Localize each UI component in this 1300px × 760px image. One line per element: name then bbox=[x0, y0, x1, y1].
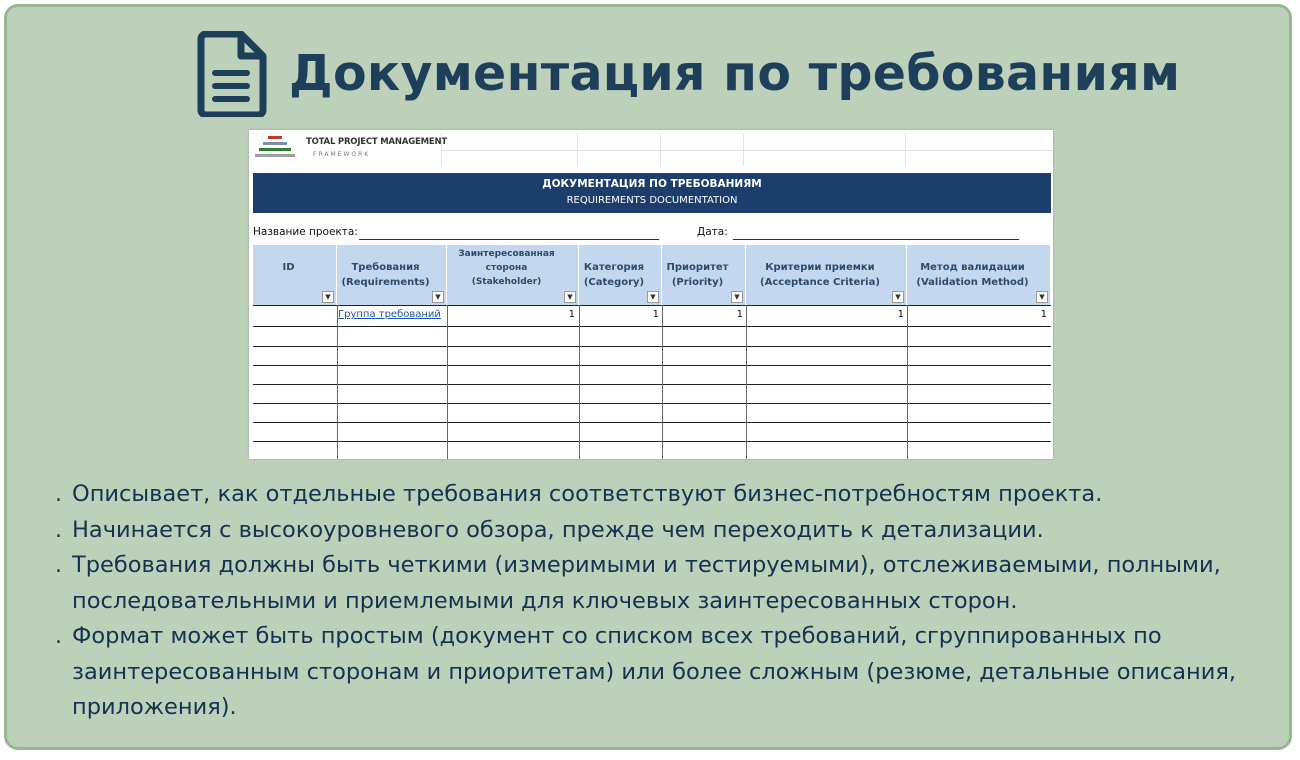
column-header-validation: Метод валидации (Validation Method) ▼ bbox=[907, 245, 1051, 305]
grid-line bbox=[441, 150, 1053, 151]
logo-text: TOTAL PROJECT MANAGEMENT bbox=[306, 137, 447, 147]
column-header-category: Категория (Category) ▼ bbox=[579, 245, 662, 305]
category-value: 1 bbox=[652, 309, 659, 320]
date-line bbox=[733, 239, 1019, 240]
bullet-item: . Описывает, как отдельные требования соответствуют бизнес-потребностям проекта. bbox=[55, 481, 1103, 507]
project-name-label: Название проекта: bbox=[253, 226, 358, 238]
filter-dropdown-icon[interactable]: ▼ bbox=[432, 291, 444, 303]
table-col-line bbox=[579, 305, 580, 459]
filter-dropdown-icon[interactable]: ▼ bbox=[647, 291, 659, 303]
filter-dropdown-icon[interactable]: ▼ bbox=[892, 291, 904, 303]
table-col-line bbox=[746, 305, 747, 459]
requirements-spreadsheet-image bbox=[249, 130, 1053, 459]
column-header-priority: Приоритет (Priority) ▼ bbox=[662, 245, 746, 305]
table-col-line bbox=[337, 305, 338, 459]
page-title: Документация по требованиям bbox=[289, 45, 1181, 102]
logo-subtext: FRAMEWORK bbox=[313, 151, 371, 158]
column-header-stakeholder: Заинтересованная сторона (Stakeholder) ▼ bbox=[447, 245, 579, 305]
table-col-line bbox=[662, 305, 663, 459]
filter-dropdown-icon[interactable]: ▼ bbox=[322, 291, 334, 303]
title-row bbox=[7, 29, 1295, 129]
column-header-id: ID ▼ bbox=[253, 245, 337, 305]
date-label: Дата: bbox=[697, 226, 728, 238]
table-row-line bbox=[253, 346, 1051, 347]
bullet-item: . Начинается с высокоуровневого обзора, прежде чем переходить к детализации. bbox=[55, 516, 1044, 543]
bullet-item: . Формат может быть простым (документ со списком всех требований, сгруппированных по заинтересованным сторонам и приоритетам) или более сложным (резюме, детальные описания, приложения). bbox=[55, 623, 1237, 720]
project-name-line bbox=[359, 239, 659, 240]
sheet-banner bbox=[253, 173, 1051, 213]
logo-stripes-icon bbox=[255, 136, 295, 162]
table-col-line bbox=[907, 305, 908, 459]
column-header-requirements: Требования (Requirements) ▼ bbox=[337, 245, 447, 305]
table-row-line bbox=[253, 384, 1051, 385]
banner-title-ru: ДОКУМЕНТАЦИЯ ПО ТРЕБОВАНИЯМ bbox=[542, 178, 762, 190]
table-row-line bbox=[253, 441, 1051, 442]
document-icon bbox=[197, 31, 267, 117]
filter-dropdown-icon[interactable]: ▼ bbox=[731, 291, 743, 303]
bullet-list bbox=[53, 477, 1273, 726]
table-row-line bbox=[253, 365, 1051, 366]
filter-dropdown-icon[interactable]: ▼ bbox=[564, 291, 576, 303]
bullet-item: . Требования должны быть четкими (измеримыми и тестируемыми), отслеживаемыми, полными, последовательными и приемлемыми для ключевых заинтересованных сторон. bbox=[55, 552, 1221, 614]
stakeholder-value: 1 bbox=[568, 309, 575, 320]
filter-dropdown-icon[interactable]: ▼ bbox=[1036, 291, 1048, 303]
table-row-line bbox=[253, 305, 1051, 306]
priority-value: 1 bbox=[736, 309, 743, 320]
acceptance-value: 1 bbox=[897, 309, 904, 320]
requirement-group-link[interactable]: Группа требований bbox=[338, 309, 441, 320]
table-col-line bbox=[447, 305, 448, 459]
tpmf-logo bbox=[251, 134, 447, 166]
table-row-line bbox=[253, 403, 1051, 404]
column-header-acceptance: Критерии приемки (Acceptance Criteria) ▼ bbox=[746, 245, 907, 305]
slide-card bbox=[4, 4, 1292, 750]
banner-title-en: REQUIREMENTS DOCUMENTATION bbox=[566, 195, 738, 206]
table-row-line bbox=[253, 422, 1051, 423]
validation-value: 1 bbox=[1040, 309, 1047, 320]
table-row-line bbox=[253, 326, 1051, 327]
